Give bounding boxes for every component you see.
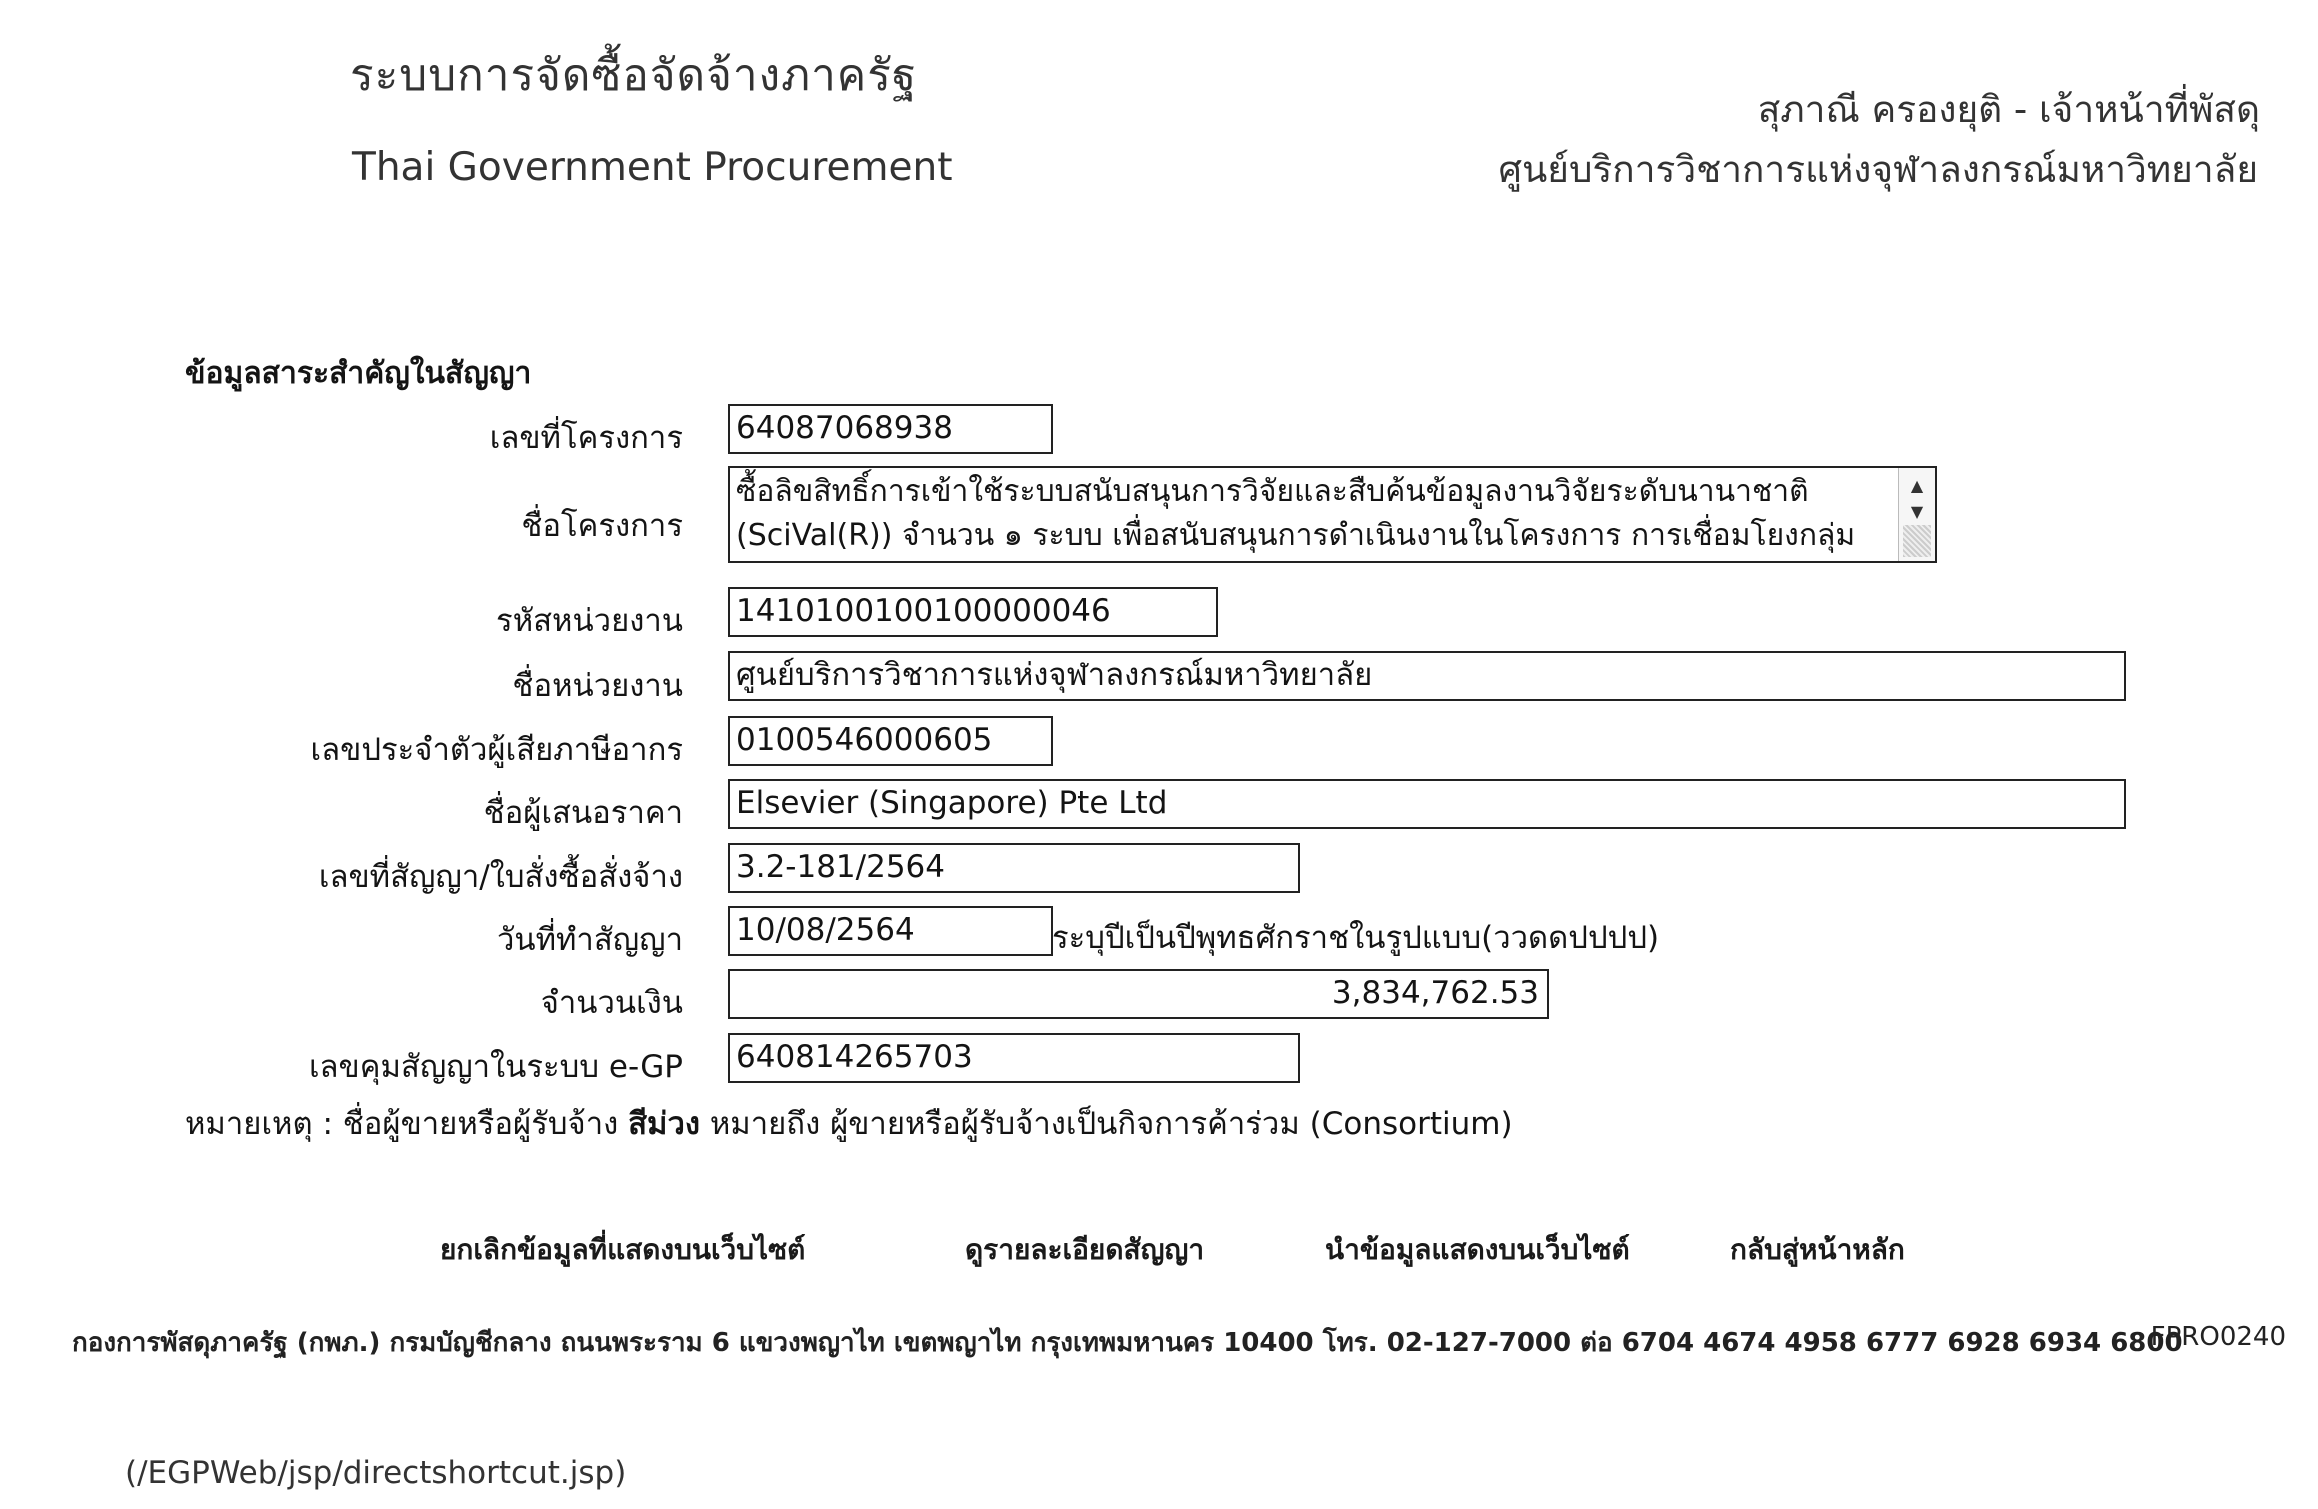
dept-name-label: ชื่อหน่วยงาน xyxy=(512,668,683,704)
contract-date-label: วันที่ทำสัญญา xyxy=(496,922,683,958)
user-organization: ศูนย์บริการวิชาการแห่งจุฬาลงกรณ์มหาวิทยาลัย xyxy=(1498,148,2258,191)
project-name-label: ชื่อโครงการ xyxy=(521,508,683,544)
remark-suffix: หมายถึง ผู้ขายหรือผู้รับจ้างเป็นกิจการค้าร่วม (Consortium) xyxy=(700,1106,1513,1142)
contract-date-hint: ระบุปีเป็นปีพุทธศักราชในรูปแบบ(ววดดปปปป) xyxy=(1052,920,1660,956)
egp-control-no-field[interactable]: 640814265703 xyxy=(728,1033,1300,1083)
dept-code-field[interactable]: 1410100100100000046 xyxy=(728,587,1218,637)
project-name-scrollbar[interactable] xyxy=(1898,468,1935,561)
bidder-name-label: ชื่อผู้เสนอราคา xyxy=(483,795,683,831)
contract-date-field[interactable]: 10/08/2564 xyxy=(728,906,1053,956)
cancel-publish-link[interactable]: ยกเลิกข้อมูลที่แสดงบนเว็บไซต์ xyxy=(440,1233,806,1266)
egp-control-no-label: เลขคุมสัญญาในระบบ e-GP xyxy=(308,1049,683,1085)
remark-prefix: หมายเหตุ : ชื่อผู้ขายหรือผู้รับจ้าง xyxy=(185,1106,629,1142)
amount-field[interactable]: 3,834,762.53 xyxy=(728,969,1549,1019)
remark-note xyxy=(185,1098,1513,1148)
bidder-name-field[interactable]: Elsevier (Singapore) Pte Ltd xyxy=(728,779,2126,829)
footer-address: กองการพัสดุภาครัฐ (กพภ.) กรมบัญชีกลาง ถนนพระราม 6 แขวงพญาไท เขตพญาไท กรุงเทพมหานคร 10400 โทร. 02-127-7000 ต่อ 6704 4674 4958 6777 6928 6934 6800 xyxy=(72,1328,2183,1358)
amount-label: จำนวนเงิน xyxy=(540,985,683,1021)
scroll-down-icon[interactable]: ▼ xyxy=(1910,502,1924,521)
contract-no-label: เลขที่สัญญา/ใบสั่งซื้อสั่งจ้าง xyxy=(318,859,683,895)
user-name: สุภาณี ครองยุติ - เจ้าหน้าที่พัสดุ xyxy=(1757,88,2260,131)
scroll-up-icon[interactable]: ▲ xyxy=(1910,476,1924,495)
back-home-link[interactable]: กลับสู่หน้าหลัก xyxy=(1730,1233,1905,1266)
scroll-track[interactable] xyxy=(1903,525,1931,557)
view-contract-link[interactable]: ดูรายละเอียดสัญญา xyxy=(965,1233,1205,1266)
project-name-textarea[interactable] xyxy=(728,466,1937,563)
tax-id-label: เลขประจำตัวผู้เสียภาษีอากร xyxy=(310,732,683,768)
project-no-field[interactable]: 64087068938 xyxy=(728,404,1053,454)
contract-no-field[interactable]: 3.2-181/2564 xyxy=(728,843,1300,893)
system-name-english: Thai Government Procurement xyxy=(352,145,953,190)
page-code: FPRO0240 xyxy=(2150,1322,2286,1352)
dept-code-label: รหัสหน่วยงาน xyxy=(496,603,683,639)
project-no-label: เลขที่โครงการ xyxy=(489,420,683,456)
system-name-thai: ระบบการจัดซื้อจัดจ้างภาครัฐ xyxy=(350,50,918,101)
remark-purple-label: สีม่วง xyxy=(628,1106,701,1142)
project-name-line-1: ซื้อลิขสิทธิ์การเข้าใช้ระบบสนับสนุนการวิจัยและสืบค้นข้อมูลงานวิจัยระดับนานาชาติ xyxy=(736,474,1809,509)
publish-link[interactable]: นำข้อมูลแสดงบนเว็บไซต์ xyxy=(1325,1233,1630,1266)
page-url: (/EGPWeb/jsp/directshortcut.jsp) xyxy=(125,1455,627,1491)
tax-id-field[interactable]: 0100546000605 xyxy=(728,716,1053,766)
project-name-line-2: (SciVal(R)) จำนวน ๑ ระบบ เพื่อสนับสนุนการดำเนินงานในโครงการ การเชื่อมโยงกลุ่ม xyxy=(736,518,1856,553)
dept-name-field[interactable]: ศูนย์บริการวิชาการแห่งจุฬาลงกรณ์มหาวิทยาลัย xyxy=(728,651,2126,701)
section-title: ข้อมูลสาระสำคัญในสัญญา xyxy=(185,356,532,391)
